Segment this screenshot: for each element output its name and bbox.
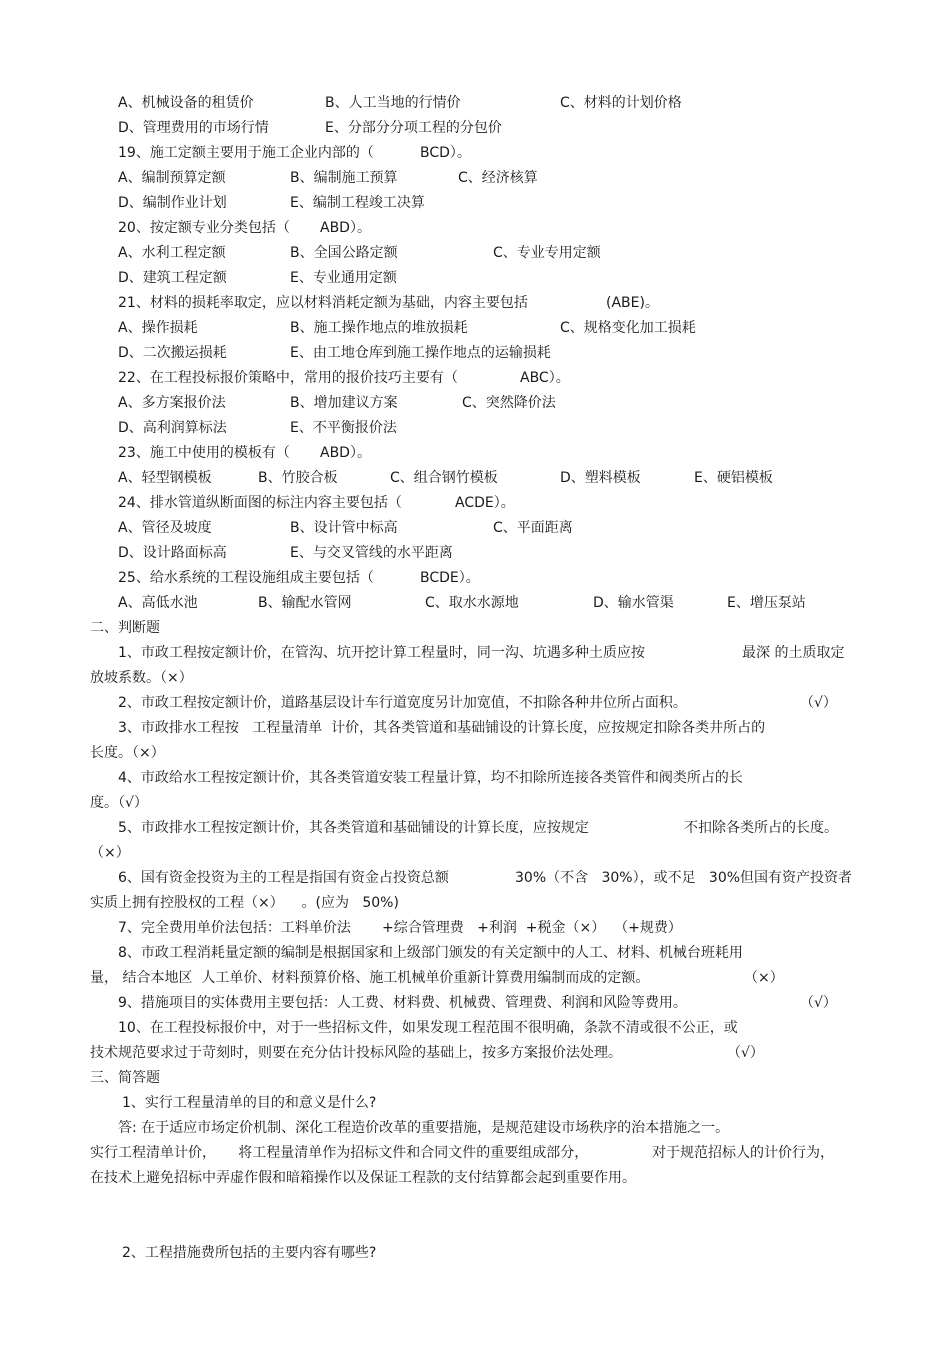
text-segment: 对于规范招标人的计价行为， [652, 1145, 834, 1161]
text-segment: A、机械设备的租赁价 [118, 95, 254, 111]
text-segment: C、取水水源地 [425, 595, 519, 611]
text-line [0, 266, 950, 291]
text-segment: 10、在工程投标报价中，对于一些招标文件，如果发现工程范围不很明确，条款不清或很不公正，或 [118, 1020, 738, 1036]
text-segment: 2、市政工程按定额计价，道路基层设计车行道宽度另计加宽值，不扣除各种井位所占面积。 [118, 695, 687, 711]
text-segment: A、水利工程定额 [118, 245, 226, 261]
text-segment: 实质上拥有控股权的工程（×） 。(应为 50%) [90, 895, 399, 911]
text-segment: C、突然降价法 [462, 395, 556, 411]
text-line [0, 416, 950, 441]
text-segment: D、二次搬运损耗 [118, 345, 227, 361]
text-line [0, 216, 950, 241]
text-segment: B、人工当地的行情价 [325, 95, 461, 111]
text-segment: 25、给水系统的工程设施组成主要包括（ [118, 570, 374, 586]
text-segment: B、编制施工预算 [290, 170, 398, 186]
text-segment: D、管理费用的市场行情 [118, 120, 269, 136]
text-segment: C、规格变化加工损耗 [560, 320, 696, 336]
text-line [0, 1016, 950, 1041]
text-segment: 19、施工定额主要用于施工企业内部的（ [118, 145, 374, 161]
text-line [0, 941, 950, 966]
text-segment: A、管径及坡度 [118, 520, 212, 536]
text-segment: C、专业专用定额 [493, 245, 601, 261]
text-segment: （×） [744, 970, 784, 986]
text-line [0, 1091, 950, 1116]
text-line [0, 616, 950, 641]
text-segment: C、材料的计划价格 [560, 95, 682, 111]
text-segment: 6、国有资金投资为主的工程是指国有资金占投资总额 [118, 870, 449, 886]
text-segment: 量， 结合本地区 人工单价、材料预算价格、施工机械单价重新计算费用编制而成的定额。 [90, 970, 650, 986]
text-segment: D、编制作业计划 [118, 195, 227, 211]
text-line [0, 591, 950, 616]
text-line [0, 816, 950, 841]
text-segment: 1、市政工程按定额计价，在管沟、坑开挖计算工程量时，同一沟、坑遇多种土质应按 [118, 645, 645, 661]
text-segment: B、设计管中标高 [290, 520, 398, 536]
text-line [0, 91, 950, 116]
text-segment: E、编制工程竣工决算 [290, 195, 425, 211]
text-line [0, 166, 950, 191]
text-line [0, 566, 950, 591]
text-segment: D、塑料模板 [560, 470, 641, 486]
text-segment: ABD）。 [320, 220, 371, 236]
text-line [0, 541, 950, 566]
text-segment: 技术规范要求过于苛刻时，则要在充分估计投标风险的基础上，按多方案报价法处理。 [90, 1045, 622, 1061]
text-segment: 三、简答题 [90, 1070, 160, 1086]
text-line [0, 866, 950, 891]
text-segment: D、输水管渠 [593, 595, 674, 611]
text-segment: 21、材料的损耗率取定，应以材料消耗定额为基础，内容主要包括 [118, 295, 528, 311]
text-segment: A、编制预算定额 [118, 170, 226, 186]
text-segment: 在技术上避免招标中弄虚作假和暗箱操作以及保证工程款的支付结算都会起到重要作用。 [90, 1170, 636, 1186]
text-segment: E、专业通用定额 [290, 270, 397, 286]
text-line [0, 466, 950, 491]
text-line [0, 1116, 950, 1141]
text-segment: B、全国公路定额 [290, 245, 398, 261]
text-line [0, 441, 950, 466]
text-line [0, 991, 950, 1016]
text-line [0, 766, 950, 791]
text-line [0, 1141, 950, 1166]
text-line [0, 1241, 950, 1266]
text-segment: （×） [90, 845, 130, 861]
text-segment: C、组合钢竹模板 [390, 470, 498, 486]
text-segment: D、设计路面标高 [118, 545, 227, 561]
text-segment: 实行工程清单计价， 将工程量清单作为招标文件和合同文件的重要组成部分， [90, 1145, 589, 1161]
text-line [0, 341, 950, 366]
text-segment: E、增压泵站 [727, 595, 806, 611]
text-line [0, 916, 950, 941]
text-segment: E、由工地仓库到施工操作地点的运输损耗 [290, 345, 551, 361]
text-segment: BCD）。 [420, 145, 471, 161]
text-segment: ABC）。 [520, 370, 570, 386]
text-segment: 2、工程措施费所包括的主要内容有哪些? [122, 1245, 377, 1261]
text-segment: B、竹胶合板 [258, 470, 338, 486]
text-line [0, 241, 950, 266]
text-line [0, 841, 950, 866]
text-segment: C、平面距离 [493, 520, 573, 536]
text-segment: （√） [727, 1045, 764, 1061]
text-segment: C、经济核算 [458, 170, 538, 186]
text-segment: 5、市政排水工程按定额计价，其各类管道和基础铺设的计算长度，应按规定 [118, 820, 589, 836]
text-line [0, 191, 950, 216]
text-segment: B、输配水管网 [258, 595, 352, 611]
text-segment: 不扣除各类所占的长度。 [684, 820, 838, 836]
text-line [0, 291, 950, 316]
text-segment: BCDE）。 [420, 570, 480, 586]
text-segment: (ABE)。 [606, 295, 659, 311]
text-segment: 30%（不含 30%），或不足 30%但国有资产投资者 [515, 870, 853, 886]
text-segment: 24、排水管道纵断面图的标注内容主要包括（ [118, 495, 402, 511]
text-segment: （√） [800, 695, 837, 711]
text-segment: （√） [800, 995, 837, 1011]
text-line [0, 966, 950, 991]
text-line [0, 1166, 950, 1191]
text-line [0, 666, 950, 691]
text-segment: A、多方案报价法 [118, 395, 226, 411]
text-segment: A、轻型钢模板 [118, 470, 212, 486]
text-segment: 7、完全费用单价法包括：工料单价法 +综合管理费 +利润 +税金（×） （+规费） [118, 920, 682, 936]
text-segment: 答: 在于适应市场定价机制、深化工程造价改革的重要措施，是规范建设市场秩序的治本措施之一。 [118, 1120, 730, 1136]
text-segment: ACDE）。 [455, 495, 515, 511]
text-line [0, 491, 950, 516]
text-line [0, 141, 950, 166]
text-segment: ABD）。 [320, 445, 371, 461]
text-line [0, 516, 950, 541]
text-segment: 最深 的土质取定 [742, 645, 845, 661]
text-line [0, 1041, 950, 1066]
text-segment: 20、按定额专业分类包括（ [118, 220, 290, 236]
text-segment: E、不平衡报价法 [290, 420, 397, 436]
text-segment: E、硬铝模板 [694, 470, 773, 486]
text-segment: 长度。（×） [90, 745, 165, 761]
text-segment: E、与交叉管线的水平距离 [290, 545, 453, 561]
text-line [0, 366, 950, 391]
text-segment: 度。（√） [90, 795, 148, 811]
text-line [0, 116, 950, 141]
text-segment: 1、实行工程量清单的目的和意义是什么? [122, 1095, 377, 1111]
text-segment: E、分部分分项工程的分包价 [325, 120, 502, 136]
text-segment: 22、在工程投标报价策略中，常用的报价技巧主要有（ [118, 370, 458, 386]
text-line [0, 641, 950, 666]
text-segment: A、高低水池 [118, 595, 198, 611]
text-segment: 4、市政给水工程按定额计价，其各类管道安装工程量计算，均不扣除所连接各类管件和阀类所占的长 [118, 770, 743, 786]
text-line [0, 1066, 950, 1091]
text-segment: A、操作损耗 [118, 320, 198, 336]
text-line [0, 891, 950, 916]
text-segment: 8、市政工程消耗量定额的编制是根据国家和上级部门颁发的有关定额中的人工、材料、机械台班耗用 [118, 945, 743, 961]
text-segment: 3、市政排水工程按 工程量清单 计价，其各类管道和基础铺设的计算长度，应按规定扣除各类井所占的 [118, 720, 766, 736]
text-segment: D、建筑工程定额 [118, 270, 227, 286]
text-segment: 23、施工中使用的模板有（ [118, 445, 290, 461]
text-line [0, 791, 950, 816]
text-line [0, 691, 950, 716]
text-line [0, 716, 950, 741]
text-line [0, 316, 950, 341]
text-line [0, 391, 950, 416]
text-segment: 二、判断题 [90, 620, 160, 636]
text-segment: B、增加建议方案 [290, 395, 398, 411]
text-segment: 9、措施项目的实体费用主要包括：人工费、材料费、机械费、管理费、利润和风险等费用。 [118, 995, 687, 1011]
text-segment: B、施工操作地点的堆放损耗 [290, 320, 468, 336]
text-segment: 放坡系数。（×） [90, 670, 193, 686]
text-line [0, 741, 950, 766]
text-segment: D、高利润算标法 [118, 420, 227, 436]
